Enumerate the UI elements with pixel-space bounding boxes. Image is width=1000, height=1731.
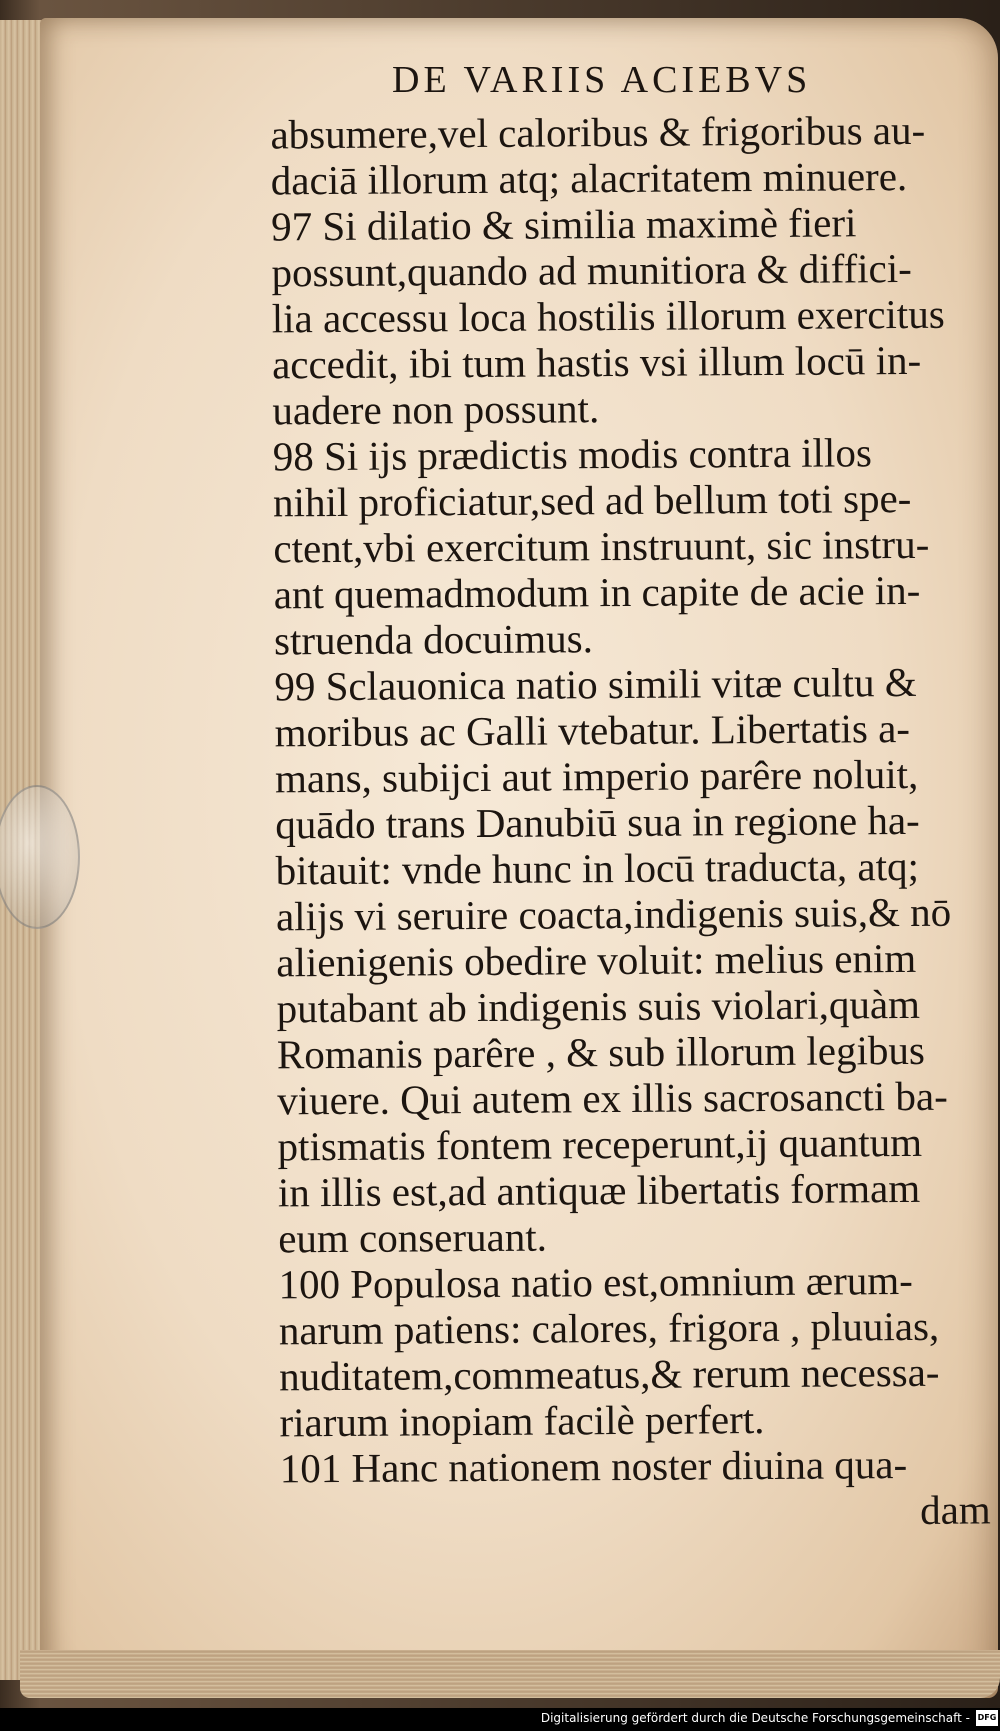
text-line: narum patiens: calores, frigora , pluuias,: [278, 1302, 940, 1354]
text-line: 101 Hanc nationem noster diuina qua-: [279, 1441, 908, 1492]
text-line: ptismatis fontem receperunt,ij quantum: [277, 1118, 923, 1170]
text-line: riarum inopiam facilè perfert.: [279, 1396, 765, 1446]
text-line: 97 Si dilatio & similia maximè fieri: [270, 199, 857, 250]
text-line: Romanis parêre , & sub illorum legibus: [276, 1026, 926, 1078]
catchword: dam: [919, 1486, 991, 1533]
text-line: absumere,vel caloribus & frigoribus au-: [270, 106, 926, 158]
text-line: alijs vi seruire coacta,indigenis suis,& nō: [275, 888, 952, 940]
text-line: 100 Populosa natio est,omnium ærum-: [278, 1256, 914, 1308]
text-line: uadere non possunt.: [272, 385, 600, 434]
text-line: 98 Si ijs prædictis modis contra illos: [272, 429, 872, 480]
text-line: ctent,vbi exercitum instruunt, sic instru-: [273, 520, 930, 572]
text-line: alienigenis obedire voluit: melius enim: [276, 934, 917, 986]
text-line: eum conseruant.: [278, 1213, 548, 1262]
page-edges-bottom: [20, 1650, 1000, 1698]
text-line: accedit, ibi tum hastis vsi illum locū in-: [271, 336, 922, 388]
text-line: viuere. Qui autem ex illis sacrosancti ba-: [277, 1072, 948, 1124]
text-line: ant quemadmodum in capite de acie in-: [273, 566, 921, 618]
text-line: lia accessu loca hostilis illorum exercitus: [271, 290, 945, 342]
text-line: moribus ac Galli vtebatur. Libertatis a-: [274, 704, 911, 756]
text-line: in illis est,ad antiquæ libertatis formam: [277, 1164, 921, 1216]
text-line: bitauit: vnde hunc in locū traducta, atq;: [275, 842, 920, 894]
text-line: daciā illorum atq; alacritatem minuere.: [270, 152, 908, 204]
text-line: possunt,quando ad munitiora & diffici-: [271, 244, 912, 296]
text-line: struenda docuimus.: [273, 615, 594, 664]
footer-credit: Digitalisierung gefördert durch die Deutsche Forschungsgemeinschaft -: [540, 1711, 970, 1725]
text-line: 99 Sclauonica natio simili vitæ cultu &: [274, 658, 917, 710]
text-line: nihil proficiatur,sed ad bellum toti spe-: [272, 474, 912, 526]
text-line: nuditatem,commeatus,& rerum necessa-: [279, 1348, 940, 1400]
text-line: putabant ab indigenis suis violari,quàm: [276, 980, 921, 1032]
running-head: DE VARIIS ACIEBVS: [392, 59, 812, 101]
text-line: mans, subijci aut imperio parêre noluit,: [274, 750, 919, 802]
dfg-logo: DFG: [976, 1710, 998, 1726]
text-line: quādo trans Danubiū sua in regione ha-: [275, 796, 920, 848]
